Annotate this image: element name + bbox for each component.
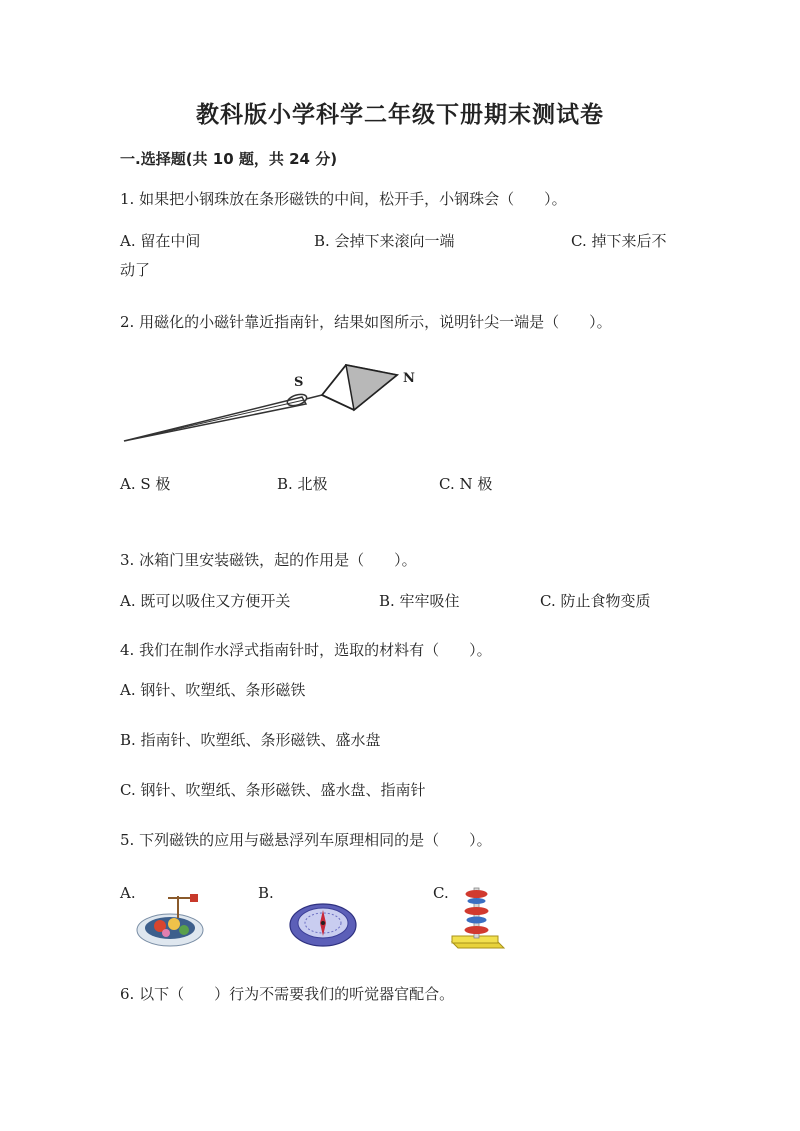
compass-needle-shaded	[346, 365, 397, 410]
option-c-ring-magnets-image	[450, 884, 506, 952]
question-2-option-a[interactable]: A. S 极	[120, 475, 171, 493]
question-1-option-a[interactable]: A. 留在中间	[120, 232, 201, 250]
question-4-option-c[interactable]: C. 钢针、吹塑纸、条形磁铁、盛水盘、指南针	[120, 781, 426, 799]
question-1-option-c[interactable]: C. 掉下来后不	[571, 232, 667, 250]
question-5-option-b[interactable]: B.	[258, 884, 274, 902]
question-5-stem: 5. 下列磁铁的应用与磁悬浮列车原理相同的是（ ）。	[120, 831, 492, 849]
needle-compass-figure	[120, 355, 420, 450]
question-6-stem: 6. 以下（ ）行为不需要我们的听觉器官配合。	[120, 985, 455, 1003]
question-1-stem: 1. 如果把小钢珠放在条形磁铁的中间，松开手，小钢珠会（ ）。	[120, 190, 567, 208]
option-b-compass-image	[288, 892, 358, 950]
question-4-option-a[interactable]: A. 钢针、吹塑纸、条形磁铁	[120, 681, 306, 699]
question-4-option-b[interactable]: B. 指南针、吹塑纸、条形磁铁、盛水盘	[120, 731, 381, 749]
question-3-option-c[interactable]: C. 防止食物变质	[540, 592, 651, 610]
question-1-option-c-continued: 动了	[120, 261, 151, 279]
question-2-option-b[interactable]: B. 北极	[277, 475, 328, 493]
question-3-stem: 3. 冰箱门里安装磁铁，起的作用是（ ）。	[120, 551, 417, 569]
question-4-stem: 4. 我们在制作水浮式指南针时，选取的材料有（ ）。	[120, 641, 492, 659]
question-3-option-a[interactable]: A. 既可以吸住又方便开关	[120, 592, 291, 610]
question-5-option-c[interactable]: C.	[433, 884, 449, 902]
label-s: S	[294, 375, 304, 390]
question-3-option-b[interactable]: B. 牢牢吸住	[379, 592, 460, 610]
option-a-magnet-toy-image	[134, 888, 206, 950]
question-2-stem: 2. 用磁化的小磁针靠近指南针，结果如图所示，说明针尖一端是（ ）。	[120, 313, 612, 331]
section-heading: 一.选择题(共 10 题，共 24 分)	[120, 150, 338, 168]
page-title: 教科版小学科学二年级下册期末测试卷	[196, 102, 604, 128]
question-1-option-b[interactable]: B. 会掉下来滚向一端	[314, 232, 455, 250]
label-n: N	[403, 371, 415, 386]
question-2-option-c[interactable]: C. N 极	[439, 475, 493, 493]
question-5-option-a[interactable]: A.	[120, 884, 136, 902]
